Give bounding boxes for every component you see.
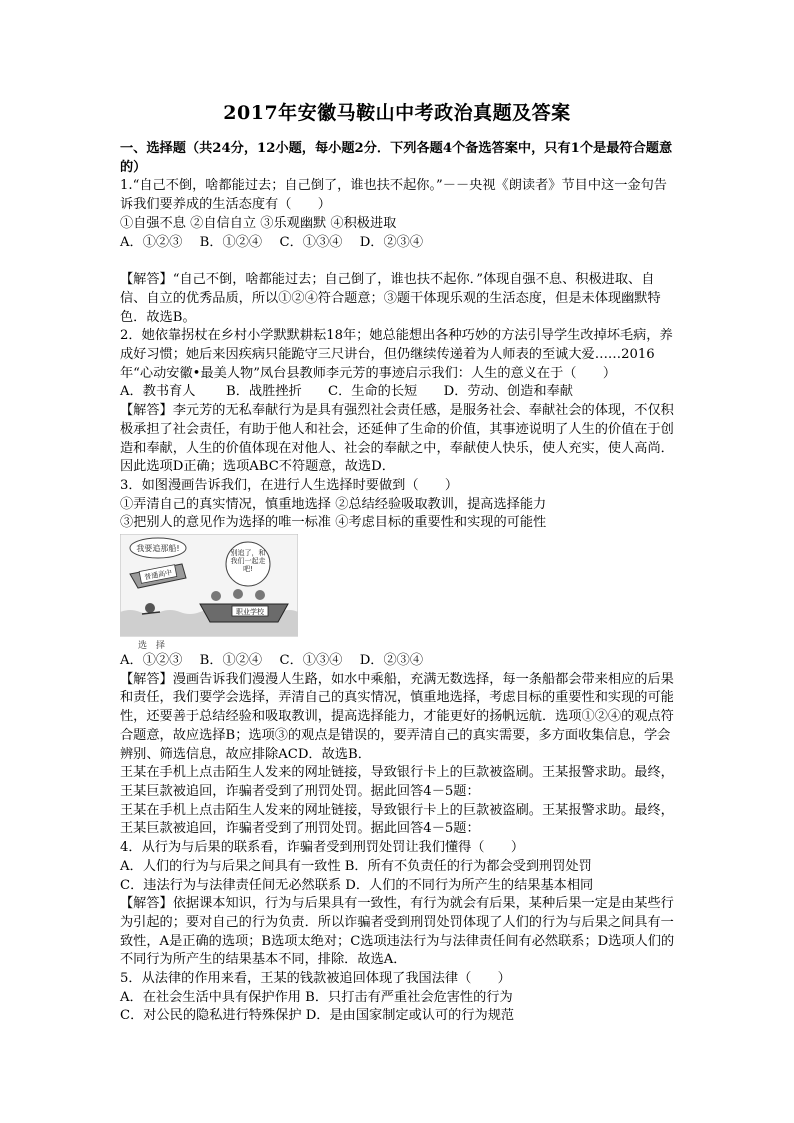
bubble-right-text: 别追了，和我们一起走吧! [230,549,266,574]
bubble-left-text: 我要追那船! [136,544,180,554]
question-1-options: A．①②③ B．①②④ C．①③④ D．②③④ [120,234,424,250]
bubble-right-box [230,549,266,581]
question-2-stem: 2．她依靠拐杖在乡村小学默默耕耘18年；她总能想出各种巧妙的方法引导学生改掉坏毛病，养成好习惯；她后来因疾病只能跪守三尺讲台，但仍继续传递着为人师表的至诚大爱……2016年“心动安徽•最美人物”凤台县教师李元芳的事迹启示我们：人生的意义在于（ ） [120,328,673,381]
swimmer-head [145,603,155,613]
question-5-options-cd: C．对公民的隐私进行特殊保护 D．是由国家制定或认可的行为规范 [120,1008,515,1024]
question-2-options: A．教书育人 B．战胜挫折 C．生命的长短 D．劳动、创造和奉献 [120,384,573,400]
section-heading: 一、选择题（共24分，12小题，每小题2分．下列各题4个备选答案中，只有1个是最符合题意的） [120,141,673,175]
question-3-items-2: ③把别人的意见作为选择的唯一标准 ④考虑目标的重要性和实现的可能性 [120,515,547,531]
question-5-options-ab: A．在社会生活中具有保护作用 B．只打击有严重社会危害性的行为 [120,989,513,1005]
cartoon-caption: 选 择 [138,641,166,652]
question-3-items-1: ①弄清自己的真实情况，慎重地选择 ②总结经验吸取教训，提高选择能力 [120,496,547,512]
material-paragraph-1: 王某在手机上点击陌生人发来的网址链接，导致银行卡上的巨款被盗刷。王某报警求助。最终，王某巨款被追回，诈骗者受到了刑罚处罚。据此回答4－5题： [120,765,674,799]
question-1-stem: 1.“自己不倒，啥都能过去；自己倒了，谁也扶不起你。”－－央视《朗读者》节目中这一金句告诉我们要养成的生活态度有（ ） [120,178,667,213]
question-1-items: ①自强不息 ②自信自立 ③乐观幽默 ④积极进取 [120,215,397,231]
spacer [120,252,680,271]
passenger [233,589,243,599]
question-3-options: A．①②③ B．①②④ C．①③④ D．②③④ [120,653,424,669]
cartoon-drawing [120,534,298,652]
material-paragraph-2: 王某在手机上点击陌生人发来的网址链接，导致银行卡上的巨款被盗刷。王某报警求助。最终，王某巨款被追回，诈骗者受到了刑罚处罚。据此回答4－5题： [120,802,674,837]
page-title: 2017年安徽马鞍山中考政治真题及答案 [223,102,571,124]
question-4-analysis: 【解答】依据课本知识，行为与后果具有一致性，有行为就会有后果，某种后果一定是由某些行为引起的；要对自己的行为负责．所以诈骗者受到刑罚处罚体现了人们的行为与后果之间具有一致性，A是正确的选项；B选项太绝对；C选项违法行为与法律责任间有必然联系；D选项人们的不同行为所产生的结果基本不同，排除．故选A． [120,896,675,968]
exam-content [120,140,680,1026]
question-3-stem: 3．如图漫画告诉我们，在进行人生选择时要做到（ ） [120,477,459,493]
question-4-stem: 4．从行为与后果的联系看，诈骗者受到刑罚处罚让我们懂得（ ） [120,840,525,856]
question-4-options-ab: A．人们的行为与后果之间具有一致性 B．所有不负责任的行为都会受到刑罚处罚 [120,858,592,874]
question-1-analysis: 【解答】“自己不倒，啥都能过去；自己倒了，谁也扶不起你．”体现自强不息、积极进取、自信、自立的优秀品质，所以①②④符合题意；③题干体现乐观的生活态度，但是未体现幽默特色．故选B。 [120,272,661,325]
boat-sign-text: 职业学校 [236,608,264,617]
question-5-stem: 5．从法律的作用来看，王某的钱款被追回体现了我国法律（ ） [120,971,511,987]
question-4-options-cd: C．违法行为与法律责任间无必然联系 D．人们的不同行为所产生的结果基本相同 [120,877,594,893]
ship-sign-text: 普通高中 [143,568,173,582]
passenger [255,590,265,600]
choice-cartoon [120,534,298,652]
question-3-analysis: 【解答】漫画告诉我们漫漫人生路，如水中乘船，充满无数选择，每一条船都会带来相应的后果和责任，我们要学会选择，弄清自己的真实情况，慎重地选择，考虑目标的重要性和实现的可能性，还要善于总结经验和吸取教训，提高选择能力，才能更好的扬帆远航．选项①②④的观点符合题意，故应选择B；选项③的观点是错误的，要弄清自己的真实需要，多方面收集信息，学会辨别、筛选信息，故应排除ACD．故选B． [120,671,674,762]
question-2-analysis: 【解答】李元芳的无私奉献行为是具有强烈社会责任感，是服务社会、奉献社会的体现，不仅积极承担了社会责任，有助于他人和社会，还延伸了生命的价值，其事迹说明了人生的价值在于创造和奉献，人生的价值体现在对他人、社会的奉献之中，奉献使人快乐，使人充实，使人高尚．因此选项D正确；选项ABC不符题意，故选D． [120,403,674,475]
passenger [211,591,221,601]
